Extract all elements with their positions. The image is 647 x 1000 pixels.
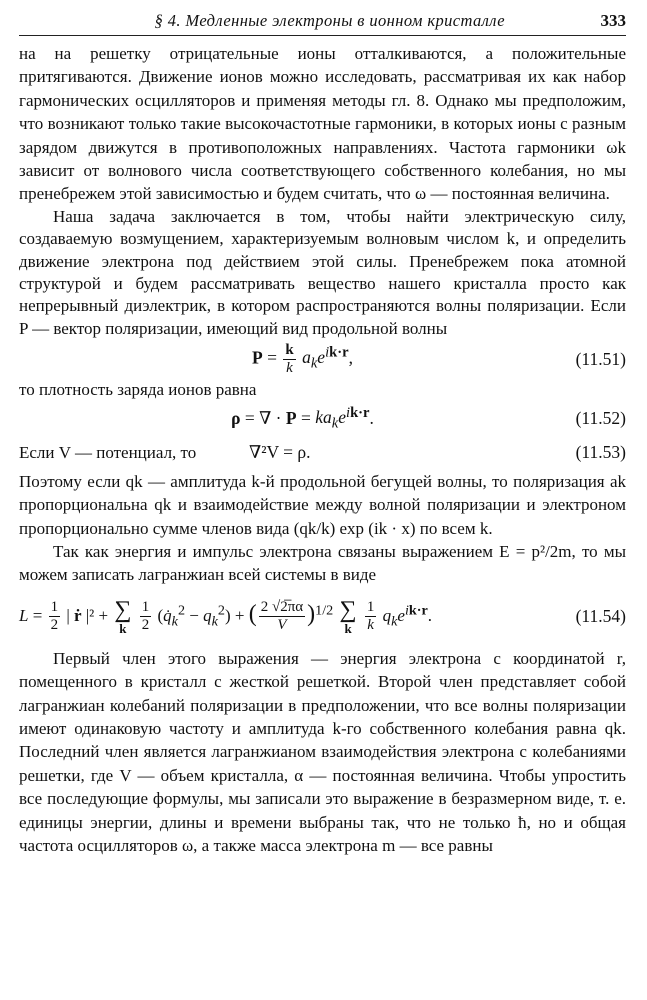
paragraph-2: Наша задача заключается в том, чтобы найти электрическую силу, создаваемую возмущением, характеризуемым волновым числом k, и определить движение электрона под действием этой силы. Пренебрежем пока атомной структурой и будем рассматривать вещество нашего кристалла просто как непрерывный диэлектрик, в котором распространяются волны поляризации. Если P — вектор поляризации, имеющий вид продольной волны bbox=[19, 206, 626, 338]
sum-symbol: ∑ k bbox=[339, 596, 357, 636]
paragraph-4: Если V — потенциал, то bbox=[19, 442, 197, 462]
equation-number: (11.51) bbox=[575, 348, 626, 369]
equation-11-52-body: ρ = ∇ · $P = ka_ke^{ik\cdot r}$. bbox=[231, 404, 374, 432]
page-header bbox=[19, 0, 626, 36]
equation-11-54 bbox=[19, 587, 626, 647]
equation-11-51-body: P = $\frac{k}{k}$ $a_ke^{ik\cdot r}$, bbox=[252, 341, 353, 376]
equation-11-54-body: L = $\frac{1}{2}$ | ṙ |² + ∑ k $\frac{1}{2}$ $(q̇_k^2 - q_k^2)$ + ( $\frac{2 √2̅\pi\alpha}{V}$ )$^{1/2}$ ∑ k $\frac{1}{k}$ $q_ke^{ik\cdot r}$. bbox=[19, 596, 433, 636]
paragraph-3: то плотность заряда ионов равна bbox=[19, 380, 257, 400]
page-number: 333 bbox=[600, 11, 626, 30]
running-title: § 4. Медленные электроны в ионном кристалле bbox=[154, 11, 505, 30]
equation-number: (11.54) bbox=[575, 606, 626, 627]
paragraph-6: Так как энергия и импульс электрона связаны выражением E = p²/2m, то мы можем записать лагранжиан всей системы в виде bbox=[19, 541, 626, 585]
sum-symbol: ∑ k bbox=[114, 596, 132, 636]
equation-11-52 bbox=[19, 402, 626, 436]
equation-11-51 bbox=[19, 340, 626, 378]
paragraph-5: Поэтому если qk — амплитуда k-й продольной бегущей волны, то поляризация ak пропорциональна qk и взаимодействие между волной поляризации и электроном пропорционально сумме членов вида (qk/k) exp (ik · x) по всем k. bbox=[19, 471, 626, 538]
equation-number: (11.52) bbox=[575, 408, 626, 429]
paragraph-7: Первый член этого выражения — энергия электрона с координатой r, помещенного в кристалл с жесткой решеткой. Второй член представляет собой лагранжиан колебаний поляризации в предположении, что все волны поляризации имеют одинаковую частоту и амплитуда k-го собственного колебания равна qk. Последний член является лагранжианом взаимодействия электрона с колебаниями решетки, где V — объем кристалла, α — постоянная величина. Чтобы упростить все последующие формулы, мы записали это выражение в безразмерном виде, т. е. единицы энергии, длины и времени выбраны так, что не только ħ, но и общая частота осцилляторов ω, а также масса электрона m — все равны bbox=[19, 648, 626, 855]
equation-11-53-body: ∇²V = ρ. bbox=[249, 442, 311, 463]
paragraph-1: на на решетку отрицательные ионы отталкиваются, а положительные притягиваются. Движение ионов можно исследовать, рассматривая их как набор гармонических осцилляторов и применяя методы гл. 8. Однако мы предположим, что возникают только такие высокочастотные гармоники, в которых ионы с разным зарядом движутся в противоположных направлениях. Частота гармоники ωk зависит от волнового числа соответствующего собственного колебания, но мы пренебрежем этой зависимостью и будем считать, что ω — постоянная величина. bbox=[19, 44, 626, 204]
equation-11-53 bbox=[19, 436, 626, 470]
equation-number: (11.53) bbox=[575, 442, 626, 463]
fraction-k-over-k: $\frac{k}{k}$ bbox=[285, 341, 294, 376]
